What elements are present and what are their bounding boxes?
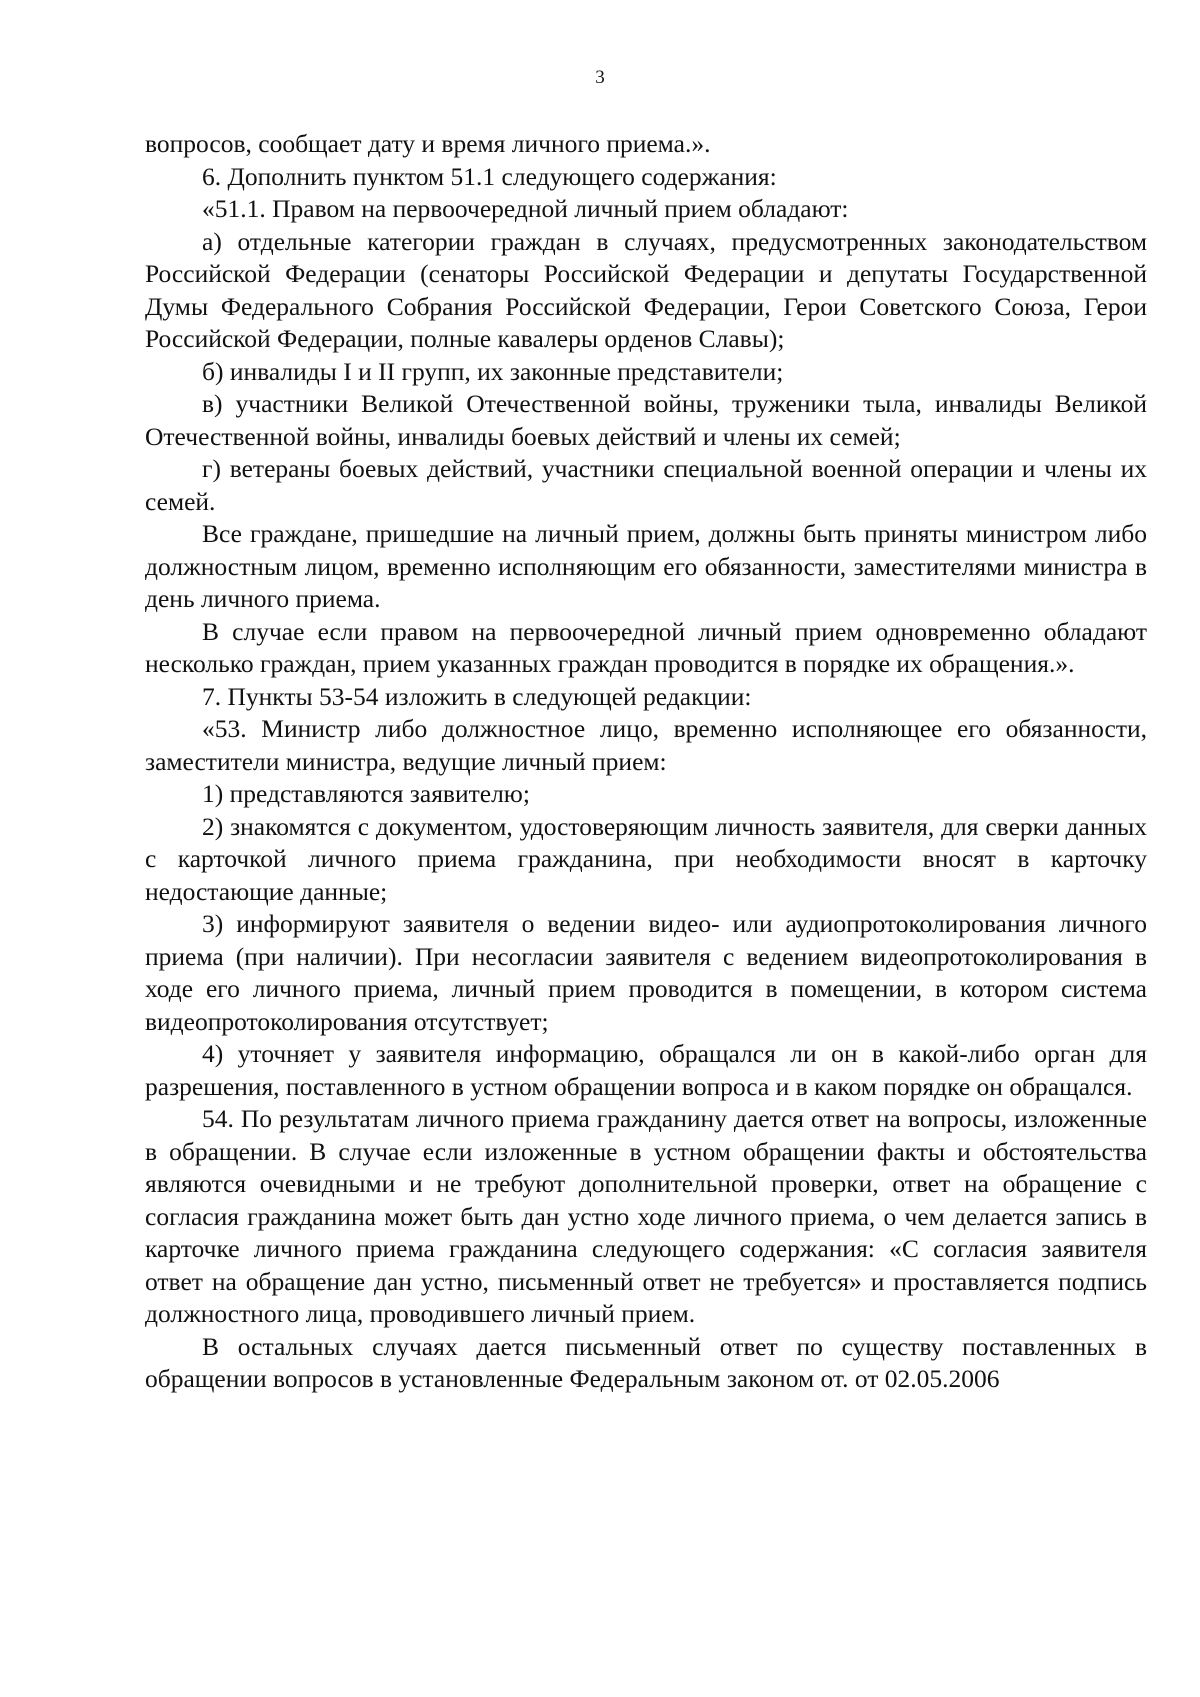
paragraph: 3) информируют заявителя о ведении видео- или аудиопротоколирования личного приема (при наличии). При несогласии заявителя с ведением видеопротоколирования в ходе его личного приема, личный прием проводится в помещении, в котором система видеопротоколирования отсутствует;: [145, 909, 1147, 1036]
paragraph: В случае если правом на первоочередной личный прием одновременно обладают несколько граждан, прием указанных граждан проводится в порядке их обращения.».: [145, 616, 1147, 678]
paragraph: а) отдельные категории граждан в случаях, предусмотренных законодательством Российской Федерации (сенаторы Российской Федерации и депутаты Государственной Думы Федерального Собрания Российской Федерации, Герои Советского Союза, Герои Российской Федерации, полные кавалеры орденов Славы);: [145, 226, 1147, 353]
paragraph: «51.1. Правом на первоочередной личный прием обладают:: [202, 194, 849, 223]
paragraph: «53. Министр либо должностное лицо, временно исполняющее его обязанности, заместители министра, ведущие личный прием:: [145, 714, 1147, 776]
paragraph: 1) представляются заявителю;: [202, 779, 530, 808]
paragraph: в) участники Великой Отечественной войны, труженики тыла, инвалиды Великой Отечественной войны, инвалиды боевых действий и члены их семей;: [145, 389, 1147, 451]
paragraph: 6. Дополнить пунктом 51.1 следующего содержания:: [202, 161, 777, 191]
paragraph: 54. По результатам личного приема гражданину дается ответ на вопросы, изложенные в обращении. В случае если изложенные в устном обращении факты и обстоятельства являются очевидными и не требуют дополнительной проверки, ответ на обращение с согласия гражданина может быть дан устно ходе личного приема, о чем делается запись в карточке личного приема гражданина следующего содержания: «С согласия заявителя ответ на обращение дан устно, письменный ответ не требуется» и проставляется подпись должностного лица, проводившего личный прием.: [145, 1104, 1147, 1328]
document-body: [145, 128, 1147, 1396]
paragraph: б) инвалиды I и II групп, их законные представители;: [202, 356, 784, 386]
paragraph: Все граждане, пришедшие на личный прием, должны быть приняты министром либо должностным лицом, временно исполняющим его обязанности, заместителями министра в день личного приема.: [145, 519, 1147, 613]
paragraph: 7. Пункты 53-54 изложить в следующей редакции:: [202, 681, 752, 711]
paragraph: В остальных случаях дается письменный ответ по существу поставленных в обращении вопросов в установленные Федеральным законом от. от 02.05.2006: [145, 1331, 1147, 1393]
paragraph: г) ветераны боевых действий, участники специальной военной операции и члены их семей.: [145, 454, 1147, 516]
paragraph: 2) знакомятся с документом, удостоверяющим личность заявителя, для сверки данных с карточкой личного приема гражданина, при необходимости вносят в карточку недостающие данные;: [145, 811, 1147, 906]
paragraph: вопросов, сообщает дату и время личного приема.».: [145, 129, 711, 158]
paragraph: 4) уточняет у заявителя информацию, обращался ли он в какой-либо орган для разрешения, поставленного в устном обращении вопроса и в каком порядке он обращался.: [145, 1039, 1147, 1101]
page-number: 3: [595, 67, 605, 88]
